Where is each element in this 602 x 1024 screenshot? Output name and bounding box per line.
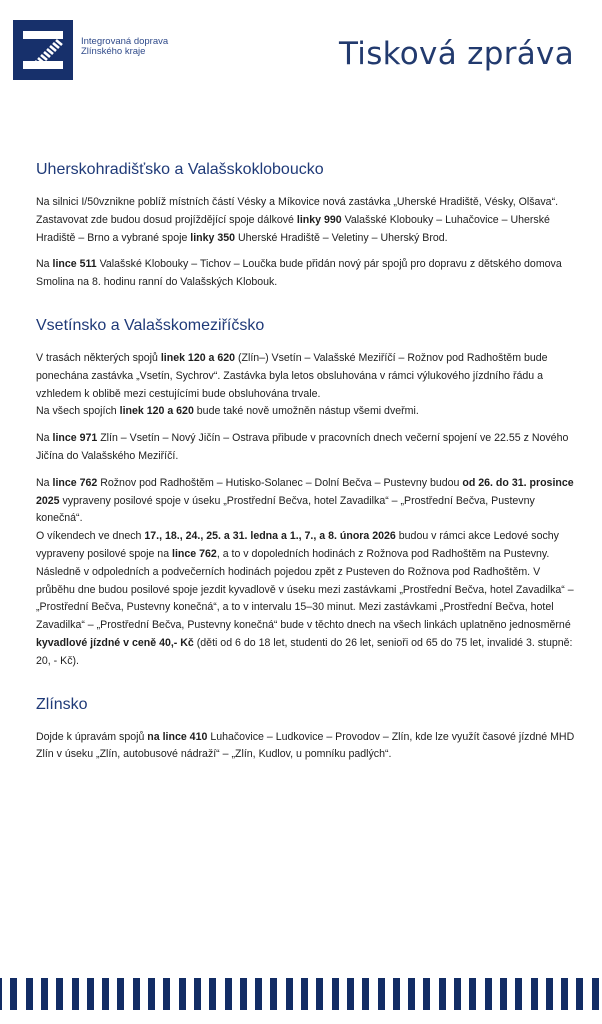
- bold-emphasis: lince 971: [52, 432, 98, 445]
- bold-emphasis: kyvadlové jízdné v ceně 40,- Kč: [36, 636, 194, 649]
- section-vsetinsko: [36, 316, 581, 671]
- bold-emphasis: 17., 18., 24., 25. a 31. ledna a 1., 7., a 8. února 2026: [144, 530, 396, 543]
- footer-stripe-decoration: [0, 978, 602, 1010]
- bold-emphasis: linek 120 a 620: [160, 351, 236, 364]
- bold-emphasis: lince 762: [52, 476, 98, 489]
- stripe-bar: [316, 978, 323, 1010]
- stripe-bar: [393, 978, 400, 1010]
- paragraph: Dojde k úpravám spojů na lince 410 Luhačovice – Ludkovice – Provodov – Zlín, kde lze využít časové jízdné MHD Zlín v úseku „Zlín, autobusové nádraží“ – „Zlín, Kudlov, u pomníku padlých“.: [36, 730, 575, 761]
- stripe-bar: [561, 978, 568, 1010]
- section-zlinsko: [36, 695, 581, 765]
- stripe-bar: [347, 978, 354, 1010]
- logo-text: [81, 37, 168, 57]
- stripe-bar: [225, 978, 232, 1010]
- stripe-bar: [41, 978, 48, 1010]
- stripe-bar: [87, 978, 94, 1010]
- stripe-bar: [102, 978, 109, 1010]
- stripe-bar: [500, 978, 507, 1010]
- stripe-bar: [179, 978, 186, 1010]
- bold-emphasis: linky 350: [190, 231, 236, 244]
- stripe-bar: [209, 978, 216, 1010]
- stripe-bar: [286, 978, 293, 1010]
- stripe-bar: [194, 978, 201, 1010]
- section-heading: Uherskohradišťsko a Valašskokloboucko: [36, 161, 324, 178]
- press-release-body: [36, 160, 581, 788]
- logo-line-1: Integrovaná doprava: [81, 36, 169, 47]
- paragraph: Na silnici I/50vznikne poblíž místních částí Vésky a Míkovice nová zastávka „Uherské Hradiště, Vésky, Olšava“. Zastavovat zde budou dosud projíždějící spoje dálkové linky 990 Valašské Klobouky – Luhačovice – Uherské Hradiště – Brno a vybrané spoje linky 350 Uherské Hradiště – Veletiny – Uherský Brod.: [36, 196, 559, 244]
- stripe-bar: [515, 978, 522, 1010]
- section-uherskohradistsko: [36, 160, 581, 292]
- stripe-bar: [163, 978, 170, 1010]
- logo-line-2: Zlínského kraje: [81, 46, 146, 57]
- document-title: Tisková zpráva: [339, 36, 574, 72]
- stripe-bar: [255, 978, 262, 1010]
- page-header: [0, 0, 602, 100]
- section-heading: Zlínsko: [36, 695, 88, 713]
- bold-emphasis: na lince 410: [147, 730, 208, 743]
- stripe-bar: [301, 978, 308, 1010]
- bold-emphasis: linek 120 a 620: [119, 405, 194, 418]
- stripe-bar: [26, 978, 33, 1010]
- stripe-bar: [270, 978, 277, 1010]
- bold-emphasis: lince 762: [172, 547, 217, 560]
- bold-emphasis: lince 511: [52, 258, 97, 271]
- paragraph: V trasách některých spojů linek 120 a 620 (Zlín–) Vsetín – Valašské Meziříčí – Rožnov pod Radhoštěm bude ponechána zastávka „Vsetín, Sychrov“. Zastávka byla letos obsluhována v rámci výlukového jízdního řádu a vzhledem k oblibě mezi cestujícími bude obsluhována trvale. Na všech spojích linek 120 a 620 bude také nově umožněn nástup všemi dveřmi.: [36, 351, 548, 418]
- stripe-bar: [408, 978, 415, 1010]
- bold-emphasis: linky 990: [296, 213, 342, 226]
- stripe-bar: [531, 978, 538, 1010]
- stripe-bar: [117, 978, 124, 1010]
- stripe-bar: [56, 978, 63, 1010]
- section-heading: Vsetínsko a Valašskomeziříčsko: [36, 316, 265, 334]
- idzk-logo-icon: [13, 20, 73, 80]
- stripe-bar: [592, 978, 599, 1010]
- paragraph: Na lince 511 Valašské Klobouky – Tichov – Loučka bude přidán nový pár spojů pro dopravu z dětského domova Smolina na 8. hodinu ranní do Valašských Klobouk.: [36, 258, 562, 289]
- stripe-bar: [485, 978, 492, 1010]
- paragraph: Na lince 762 Rožnov pod Radhoštěm – Hutisko-Solanec – Dolní Bečva – Pustevny budou od 26. do 31. prosince 2025 vypraveny posilové spoje v úseku „Prostřední Bečva, hotel Zavadilka“ – „Prostřední Bečva, Pustevny konečná“. O víkendech ve dnech 17., 18., 24., 25. a 31. ledna a 1., 7., a 8. února 2026 budou v rámci akce Ledové sochy vypraveny posilové spoje na lince 762, a to v dopoledních hodinách z Rožnova pod Radhoštěm na Pustevny. Následně v odpoledních a podvečerních hodinách pojedou zpět z Pusteven do Rožnova pod Radhoštěm. V průběhu dne budou posilové spoje jezdit kyvadlově v úseku mezi zastávkami „Prostřední Bečva, hotel Zavadilka“ – „Prostřední Bečva, Pustevny konečná“, a to v intervalu 15–30 minut. Mezi zastávkami „Prostřední Bečva, hotel Zavadilka“ – „Prostřední Bečva, Pustevny konečná“ bude v těchto dnech na všech linkách uplatněno jednosměrné kyvadlové jízdné v ceně 40,- Kč (děti od 6 do 18 let, studenti do 26 let, senioři od 65 do 75 let, invalidé 3. stupně: 20, - Kč).: [36, 476, 574, 667]
- stripe-bar: [0, 978, 2, 1010]
- paragraph: Na lince 971 Zlín – Vsetín – Nový Jičín – Ostrava přibude v pracovních dnech večerní spojení ve 22.55 z Nového Jičína do Valašského Meziříčí.: [36, 432, 569, 462]
- bold-emphasis: od 26. do 31. prosince 2025: [36, 476, 574, 507]
- z-stairs-logo-icon: [13, 20, 73, 80]
- stripe-bar: [469, 978, 476, 1010]
- stripe-bar: [332, 978, 339, 1010]
- stripe-bar: [133, 978, 140, 1010]
- stripe-bar: [72, 978, 79, 1010]
- stripe-bar: [148, 978, 155, 1010]
- stripe-bar: [423, 978, 430, 1010]
- stripe-bar: [439, 978, 446, 1010]
- stripe-bar: [454, 978, 461, 1010]
- stripe-bar: [576, 978, 583, 1010]
- stripe-bar: [10, 978, 17, 1010]
- stripe-bar: [240, 978, 247, 1010]
- stripe-bar: [378, 978, 385, 1010]
- stripe-bar: [362, 978, 369, 1010]
- stripe-bar: [546, 978, 553, 1010]
